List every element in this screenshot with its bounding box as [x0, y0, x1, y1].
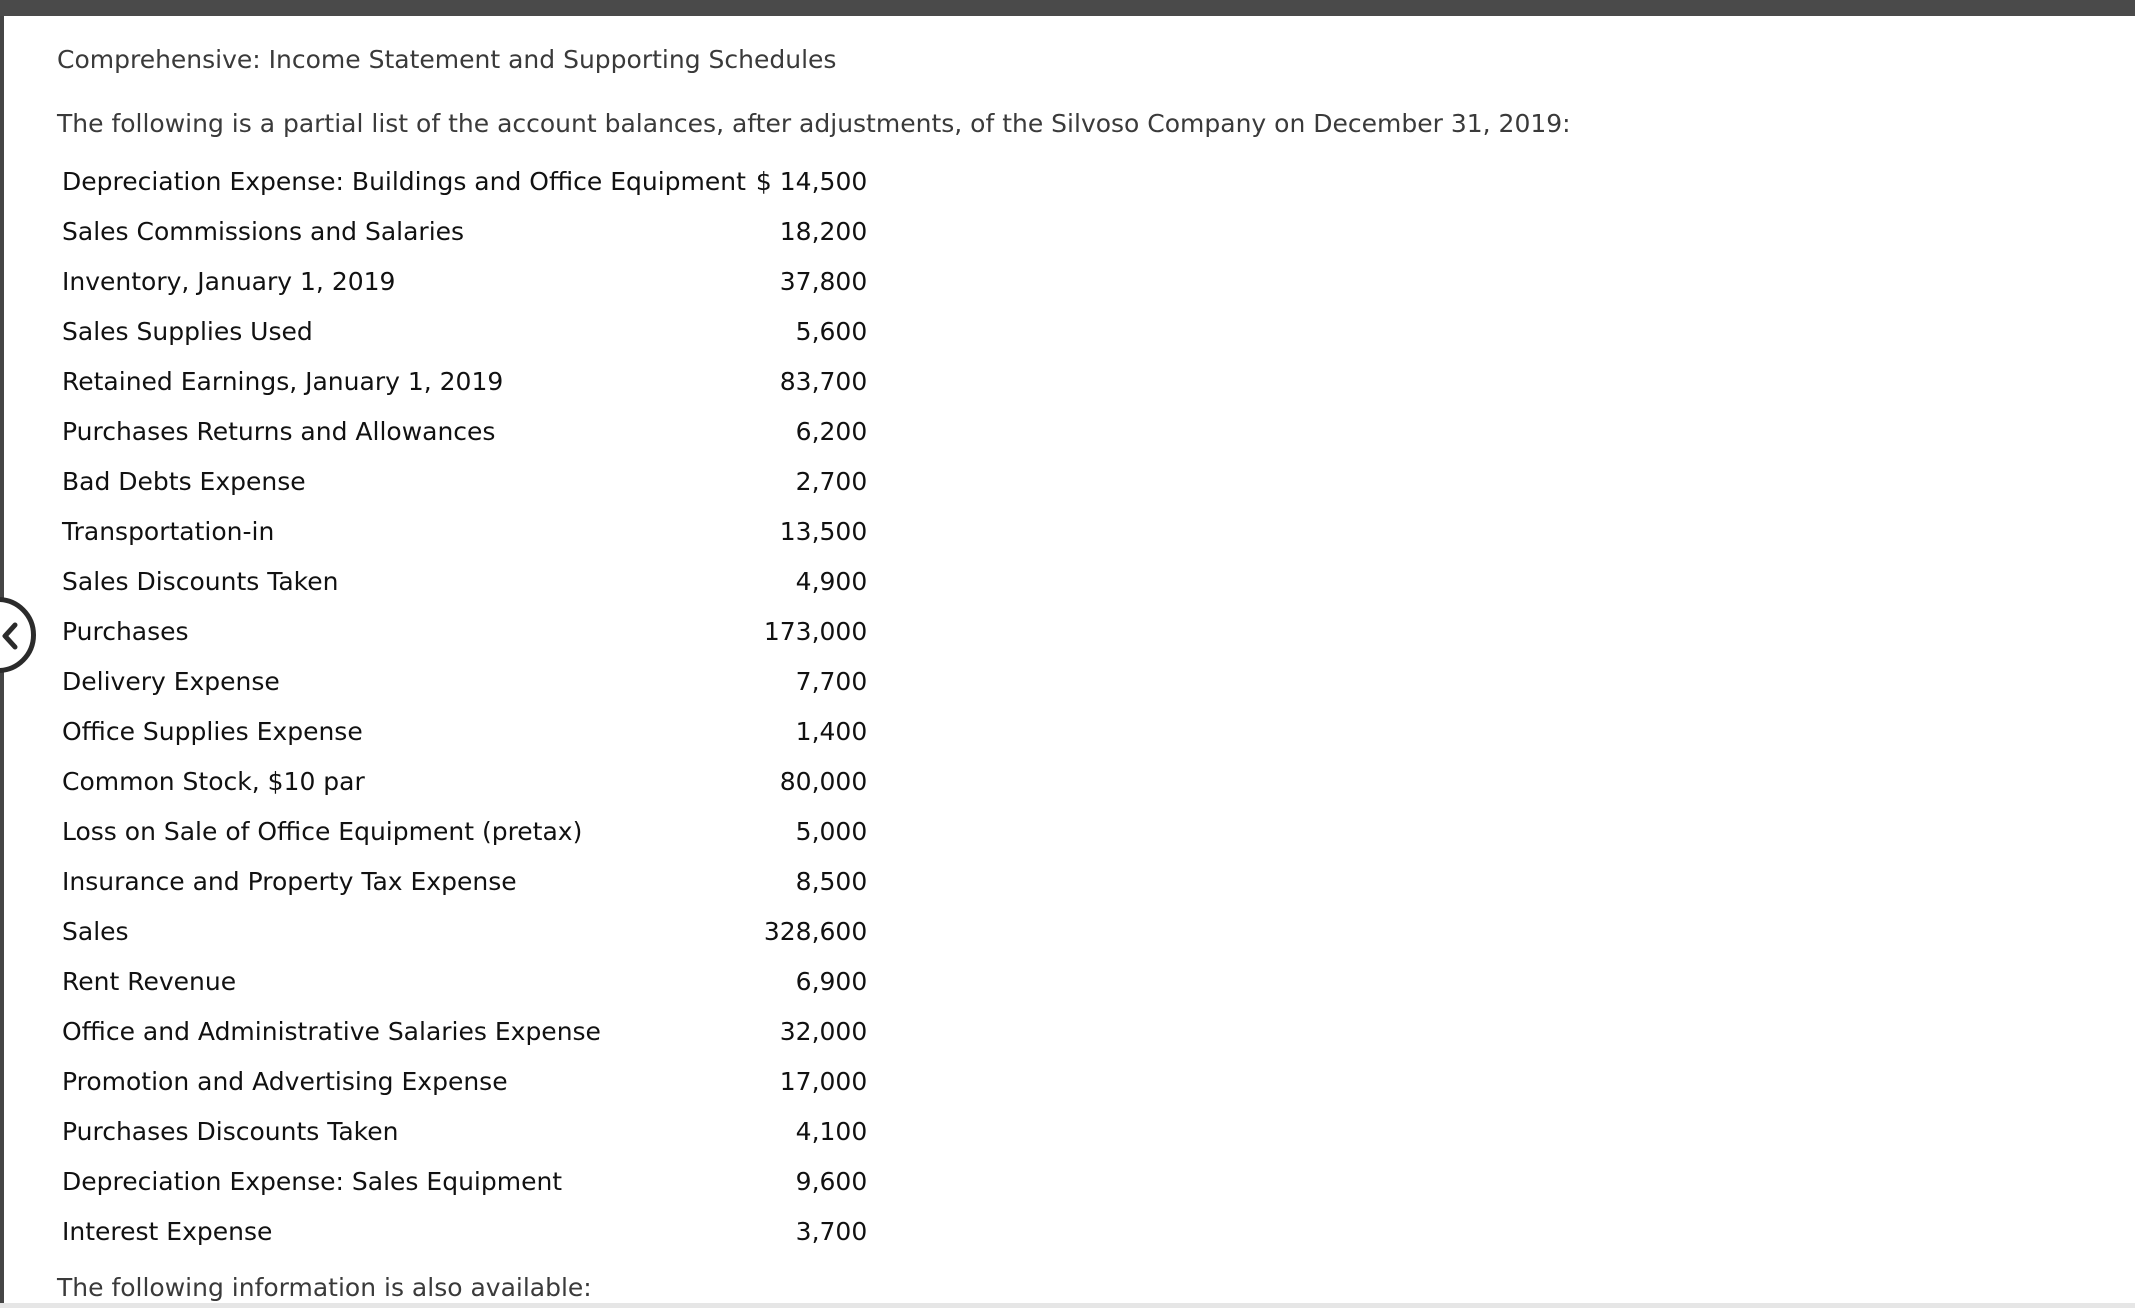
page-title: Comprehensive: Income Statement and Supporting Schedules [57, 45, 837, 74]
account-amount: 4,100 [795, 1117, 868, 1146]
account-amount: 328,600 [763, 917, 868, 946]
table-row [57, 907, 872, 957]
account-label: Purchases Returns and Allowances [62, 417, 496, 446]
table-row [57, 957, 872, 1007]
account-amount: 7,700 [795, 667, 868, 696]
account-amount: 32,000 [779, 1017, 868, 1046]
account-label: Purchases Discounts Taken [62, 1117, 399, 1146]
table-row [57, 457, 872, 507]
footer-note: The following information is also available: [57, 1273, 592, 1302]
account-amount: 83,700 [779, 367, 868, 396]
account-amount: 5,600 [795, 317, 868, 346]
chevron-left-icon [1, 622, 21, 650]
account-label: Delivery Expense [62, 667, 280, 696]
account-amount: 13,500 [779, 517, 868, 546]
top-bar [0, 0, 2135, 16]
table-row [57, 607, 872, 657]
account-amount: 37,800 [779, 267, 868, 296]
account-amount: 5,000 [795, 817, 868, 846]
account-label: Retained Earnings, January 1, 2019 [62, 367, 504, 396]
account-amount: 173,000 [763, 617, 868, 646]
account-amount: 4,900 [795, 567, 868, 596]
account-label: Purchases [62, 617, 189, 646]
table-row [57, 207, 872, 257]
account-label: Rent Revenue [62, 967, 237, 996]
account-amount: 1,400 [795, 717, 868, 746]
table-row [57, 557, 872, 607]
table-row [57, 1007, 872, 1057]
table-row [57, 157, 872, 207]
account-amount: 6,900 [795, 967, 868, 996]
account-label: Inventory, January 1, 2019 [62, 267, 396, 296]
account-label: Depreciation Expense: Buildings and Office Equipment [62, 167, 746, 196]
table-row [57, 307, 872, 357]
intro-text: The following is a partial list of the account balances, after adjustments, of the Silvoso Company on December 31, 2019: [57, 109, 1571, 138]
account-label: Transportation-in [62, 517, 275, 546]
account-amount: 9,600 [795, 1167, 868, 1196]
table-row [57, 1207, 872, 1257]
account-amount: 17,000 [779, 1067, 868, 1096]
table-row [57, 657, 872, 707]
account-amount: 80,000 [779, 767, 868, 796]
account-label: Office and Administrative Salaries Expense [62, 1017, 601, 1046]
table-row [57, 357, 872, 407]
account-amount: 2,700 [795, 467, 868, 496]
account-label: Loss on Sale of Office Equipment (pretax) [62, 817, 583, 846]
table-row [57, 507, 872, 557]
table-row [57, 857, 872, 907]
account-label: Office Supplies Expense [62, 717, 363, 746]
account-label: Promotion and Advertising Expense [62, 1067, 508, 1096]
table-row [57, 1057, 872, 1107]
account-label: Sales Commissions and Salaries [62, 217, 465, 246]
table-row [57, 707, 872, 757]
table-row [57, 1157, 872, 1207]
account-amount: 8,500 [795, 867, 868, 896]
account-label: Common Stock, $10 par [62, 767, 365, 796]
table-row [57, 407, 872, 457]
account-label: Depreciation Expense: Sales Equipment [62, 1167, 563, 1196]
account-label: Insurance and Property Tax Expense [62, 867, 517, 896]
table-row [57, 757, 872, 807]
previous-button[interactable] [0, 597, 36, 673]
table-row [57, 1107, 872, 1157]
table-row [57, 807, 872, 857]
account-amount: $ 14,500 [755, 167, 868, 196]
account-label: Sales Discounts Taken [62, 567, 339, 596]
table-row [57, 257, 872, 307]
account-label: Sales [62, 917, 129, 946]
account-label: Interest Expense [62, 1217, 273, 1246]
account-balances-table [57, 157, 872, 1257]
account-label: Bad Debts Expense [62, 467, 306, 496]
account-amount: 6,200 [795, 417, 868, 446]
account-amount: 18,200 [779, 217, 868, 246]
account-amount: 3,700 [795, 1217, 868, 1246]
account-label: Sales Supplies Used [62, 317, 313, 346]
